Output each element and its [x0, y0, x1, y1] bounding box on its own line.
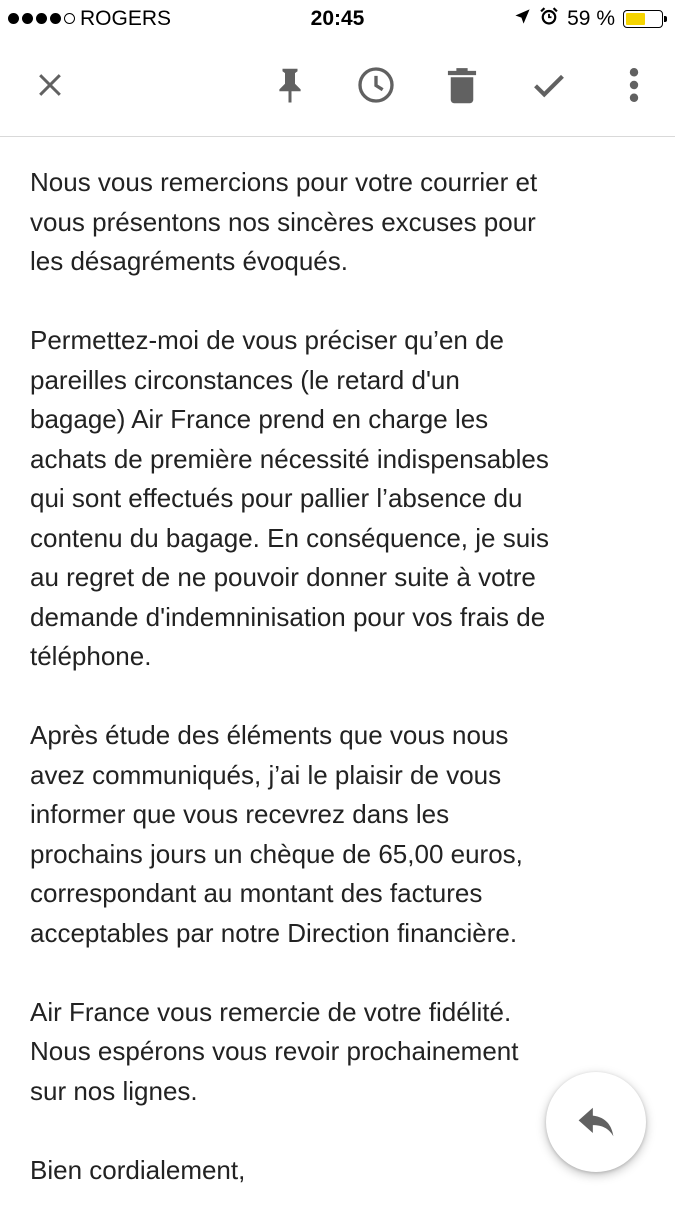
- pin-button[interactable]: [265, 60, 315, 110]
- reply-button[interactable]: [546, 1072, 646, 1172]
- text-line: Nous espérons vous revoir prochainement: [30, 1036, 519, 1066]
- status-bar: [0, 0, 675, 38]
- delete-button[interactable]: [437, 60, 487, 110]
- message-paragraph: [30, 1151, 650, 1191]
- text-line: Air France vous remercie de votre fidélité.: [30, 996, 512, 1027]
- text-line: Permettez-moi de vous préciser qu’en de: [30, 325, 505, 355]
- location-arrow-icon: [514, 7, 531, 31]
- text-line: correspondant au montant des factures: [30, 878, 483, 908]
- done-check-icon: [530, 66, 568, 104]
- text-line: achats de première nécessité indispensables: [30, 443, 549, 474]
- text-line: contenu du bagage. En conséquence, je suis: [30, 522, 549, 553]
- reply-icon: [577, 1107, 615, 1137]
- snooze-clock-icon: [356, 65, 396, 105]
- text-line: pareilles circonstances (le retard d'un: [30, 364, 460, 395]
- battery-icon: [623, 10, 663, 28]
- trash-icon: [445, 66, 479, 104]
- close-button[interactable]: [25, 60, 75, 110]
- message-paragraph: [30, 163, 650, 282]
- more-options-button[interactable]: [609, 60, 659, 110]
- snooze-button[interactable]: [351, 60, 401, 110]
- pin-icon: [275, 65, 305, 105]
- close-icon: [35, 70, 65, 100]
- done-button[interactable]: [524, 60, 574, 110]
- status-indicators: [514, 6, 663, 32]
- text-line: Bien cordialement,: [30, 1154, 246, 1185]
- text-line: sur nos lignes.: [30, 1075, 198, 1106]
- text-line: vous présentons nos sincères excuses pour: [30, 206, 536, 237]
- clock-time: 20:45: [310, 7, 365, 30]
- battery-percent: 59 %: [567, 7, 615, 30]
- message-toolbar: [0, 38, 675, 137]
- alarm-icon: [539, 6, 559, 32]
- text-line: téléphone.: [30, 641, 152, 671]
- message-body: [30, 163, 650, 1230]
- text-line: bagage) Air France prend en charge les: [30, 404, 489, 434]
- message-paragraph: [30, 321, 650, 677]
- text-line: qui sont effectués pour pallier l’absence du: [30, 483, 523, 513]
- text-line: avez communiqués, j’ai le plaisir de vous: [30, 759, 502, 790]
- text-line: les désagréments évoqués.: [30, 246, 348, 276]
- battery-tip: [664, 16, 667, 22]
- text-line: demande d'indemninisation pour vos frais de: [30, 601, 546, 632]
- carrier-name: ROGERS: [80, 7, 172, 30]
- message-paragraph: [30, 716, 650, 953]
- text-line: au regret de ne pouvoir donner suite à votre: [30, 562, 536, 592]
- text-line: Nous vous remercions pour votre courrier et: [30, 167, 538, 197]
- text-line: Après étude des éléments que vous nous: [30, 720, 509, 750]
- more-vert-icon: [628, 67, 640, 103]
- text-line: prochains jours un chèque de 65,00 euros,: [30, 838, 523, 869]
- battery-level-fill: [626, 13, 645, 25]
- text-line: informer que vous recevrez dans les: [30, 799, 450, 829]
- text-line: acceptables par notre Direction financière.: [30, 917, 518, 948]
